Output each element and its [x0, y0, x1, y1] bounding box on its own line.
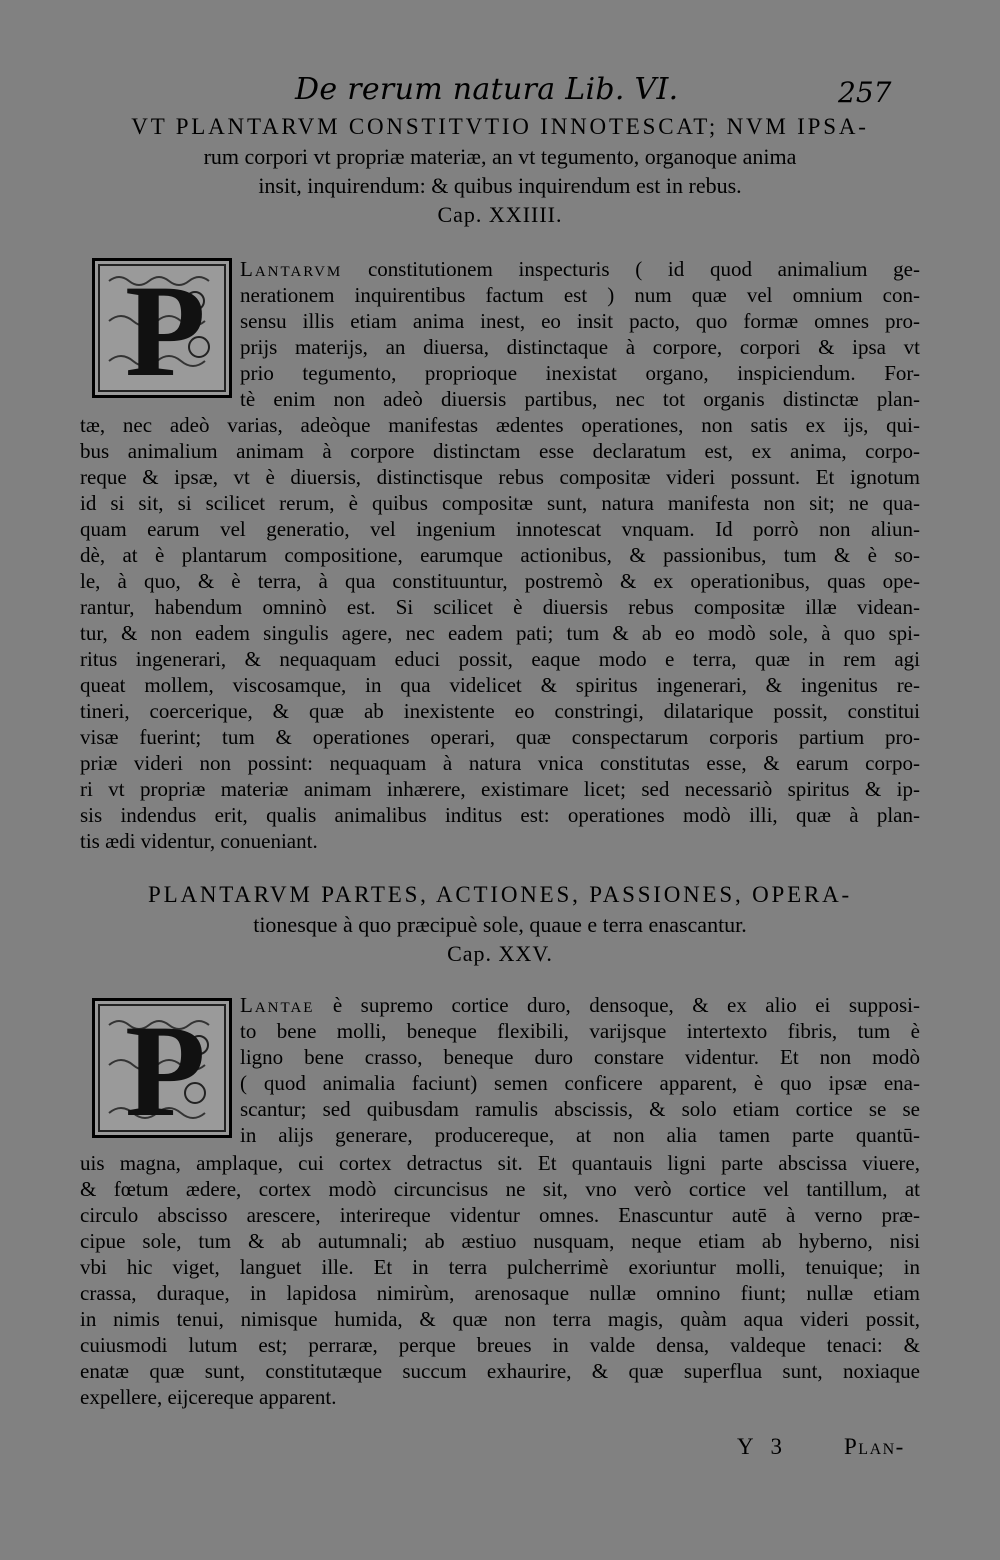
text-line: in alijs generare, producereque, at non alia tamen parte quantū- — [240, 1123, 920, 1147]
chapter1-initial-letter: P — [125, 258, 206, 398]
text-line: quam earum vel generatio, vel ingenium innotescat vnquam. Id porrò non aliun- — [80, 517, 920, 541]
text-line: & fœtum ædere, cortex modò circuncisus ne sit, vno verò cortice vel tantillum, at — [80, 1177, 920, 1201]
chapter2-decorated-initial — [92, 998, 232, 1138]
chapter1-title-caps: VT PLANTARVM CONSTITVTIO INNOTESCAT; NVM IPSA- — [131, 114, 869, 139]
chapter2-cap-label: Cap. XXV. — [447, 941, 553, 966]
chapter1-title-line: rum corpori vt propriæ materiæ, an vt tegumento, organoque anima — [203, 144, 797, 169]
text-line: queat mollem, viscosamque, in qua videlicet & spiritus ingenerari, & ingenitus re- — [80, 673, 920, 697]
text-line: id si sit, si scilicet rerum, è quibus compositæ sunt, natura manifesta non sit; ne qua- — [80, 491, 920, 515]
running-title: De rerum natura Lib. VI. — [295, 72, 679, 107]
text-line: prio tegumento, proprioque inexistat organo, inspiciendum. For- — [240, 361, 920, 385]
text-line: crassa, duraque, in lapidosa nimirùm, arenosaque nullæ omnino fiunt; nullæ etiam — [80, 1281, 920, 1305]
text-line: ligno bene crasso, beneque duro constare videntur. Et non modò — [240, 1045, 920, 1069]
text-line: priæ videri non possint: nequaquam à natura vnica constitutas esse, & earum corpo- — [80, 751, 920, 775]
text-line: prijs materijs, an diuersa, distinctaque à corpore, corpori & ipsa vt — [240, 335, 920, 359]
text-line: tur, & non eadem singulis agere, nec eadem pati; tum & ab eo modò sole, à quo spi- — [80, 621, 920, 645]
text-line: tis ædi videntur, conueniant. — [80, 829, 318, 853]
catchword: Plan- — [844, 1434, 905, 1459]
text-line: scantur; sed quibusdam ramulis abscissis, & solo etiam cortice se se — [240, 1097, 920, 1121]
text-line: in nimis tenui, nimisque humida, & quæ non terra magis, quàm aqua videri possit, — [80, 1307, 920, 1331]
text-line: rantur, habendum omninò est. Si scilicet è diuersis rebus compositæ illæ videan- — [80, 595, 920, 619]
text-line: dè, at è plantarum compositione, earumque actionibus, & passionibus, tum & è so- — [80, 543, 920, 567]
chapter2-heading — [60, 880, 940, 969]
text-line: tè enim non adeò diuersis partibus, nec tot organis distinctæ plan- — [240, 387, 920, 411]
text-line: tineri, coercerique, & quæ ab inexistente eo constringi, dilatarique possit, constitui — [80, 699, 920, 723]
chapter1-cap-label: Cap. XXIIII. — [437, 202, 563, 227]
page-number: 257 — [838, 76, 892, 109]
text-line: sensu illis etiam anima inest, eo insit pacto, quo formæ omnes pro- — [240, 309, 920, 333]
chapter1-heading — [60, 112, 940, 230]
page-footer — [0, 1434, 1000, 1470]
text-line: tæ, nec adeò varias, adeòque manifestas ædentes operationes, non satis ex ijs, qui- — [80, 413, 920, 437]
text-line: cipue sole, tum & ab autumnali; ab æstiuo nusquam, neque etiam ab hyberno, nisi — [80, 1229, 920, 1253]
text-line: nerationem inquirentibus factum est ) num quæ vel omnium con- — [240, 283, 920, 307]
text-line: reque & ipsæ, vt è diuersis, distinctisque rebus compositæ videri possunt. Et ignotum — [80, 465, 920, 489]
text-line: ( quod animalia faciunt) semen conficere apparent, è quo ipsæ ena- — [240, 1071, 920, 1095]
running-head — [0, 72, 1000, 112]
text-line: vbi hic viget, languet ille. Et in terra pulcherrimè exoriuntur molli, tenuique; in — [80, 1255, 920, 1279]
text-line: visæ fuerint; tum & operationes operari, quæ conspectarum corporis partium pro- — [80, 725, 920, 749]
chapter2-initial-letter: P — [125, 998, 206, 1138]
chapter2-title-line: tionesque à quo præcipuè sole, quaue e terra enascantur. — [253, 912, 747, 937]
text-line: expellere, eijcereque apparent. — [80, 1385, 337, 1409]
text-line: ritus ingenerari, & nequaquam educi possit, eaque modo e terra, quæ in rem agi — [80, 647, 920, 671]
text-line: cuiusmodi lutum est; perraræ, perque breues in valde densa, valdeque tenaci: & — [80, 1333, 920, 1357]
text-line: circulo abscisso arescere, interireque videntur omnes. Enascuntur autē à verno præ- — [80, 1203, 920, 1227]
text-line: bus animalium animam à corpore distinctam esse declaratum est, ex anima, corpo- — [80, 439, 920, 463]
chapter1-first-word: Lantarvm — [240, 257, 343, 281]
chapter1-decorated-initial — [92, 258, 232, 398]
text-line: uis magna, amplaque, cui cortex detractus sit. Et quantauis ligni parte abscissa viuere, — [80, 1151, 920, 1175]
signature-mark: Y 3 — [737, 1434, 789, 1459]
text-line: Lantae è supremo cortice duro, densoque, & ex alio ei supposi- — [240, 993, 920, 1017]
chapter1-title-line: insit, inquirendum: & quibus inquirendum est in rebus. — [258, 173, 742, 198]
chapter2-first-word: Lantae — [240, 993, 315, 1017]
chapter2-title-caps: PLANTARVM PARTES, ACTIONES, PASSIONES, OPERA- — [148, 882, 852, 907]
text-line: le, à quo, & è terra, à qua constituuntur, postremò & ex operationibus, quas ope- — [80, 569, 920, 593]
text-line: ri vt propriæ materiæ animam inhærere, existimare licet; sed necessariò spiritus & ip- — [80, 777, 920, 801]
text-line: sis indendus erit, qualis animalibus inditus est: operationes modò illi, quæ à plan- — [80, 803, 920, 827]
text-line: to bene molli, beneque flexibili, varijsque intertexto fibris, tum è — [240, 1019, 920, 1043]
text-line: enatæ quæ sunt, constitutæque succum exhaurire, & quæ superflua sunt, noxiaque — [80, 1359, 920, 1383]
text-line: Lantarvm constitutionem inspecturis ( id quod animalium ge- — [240, 257, 920, 281]
